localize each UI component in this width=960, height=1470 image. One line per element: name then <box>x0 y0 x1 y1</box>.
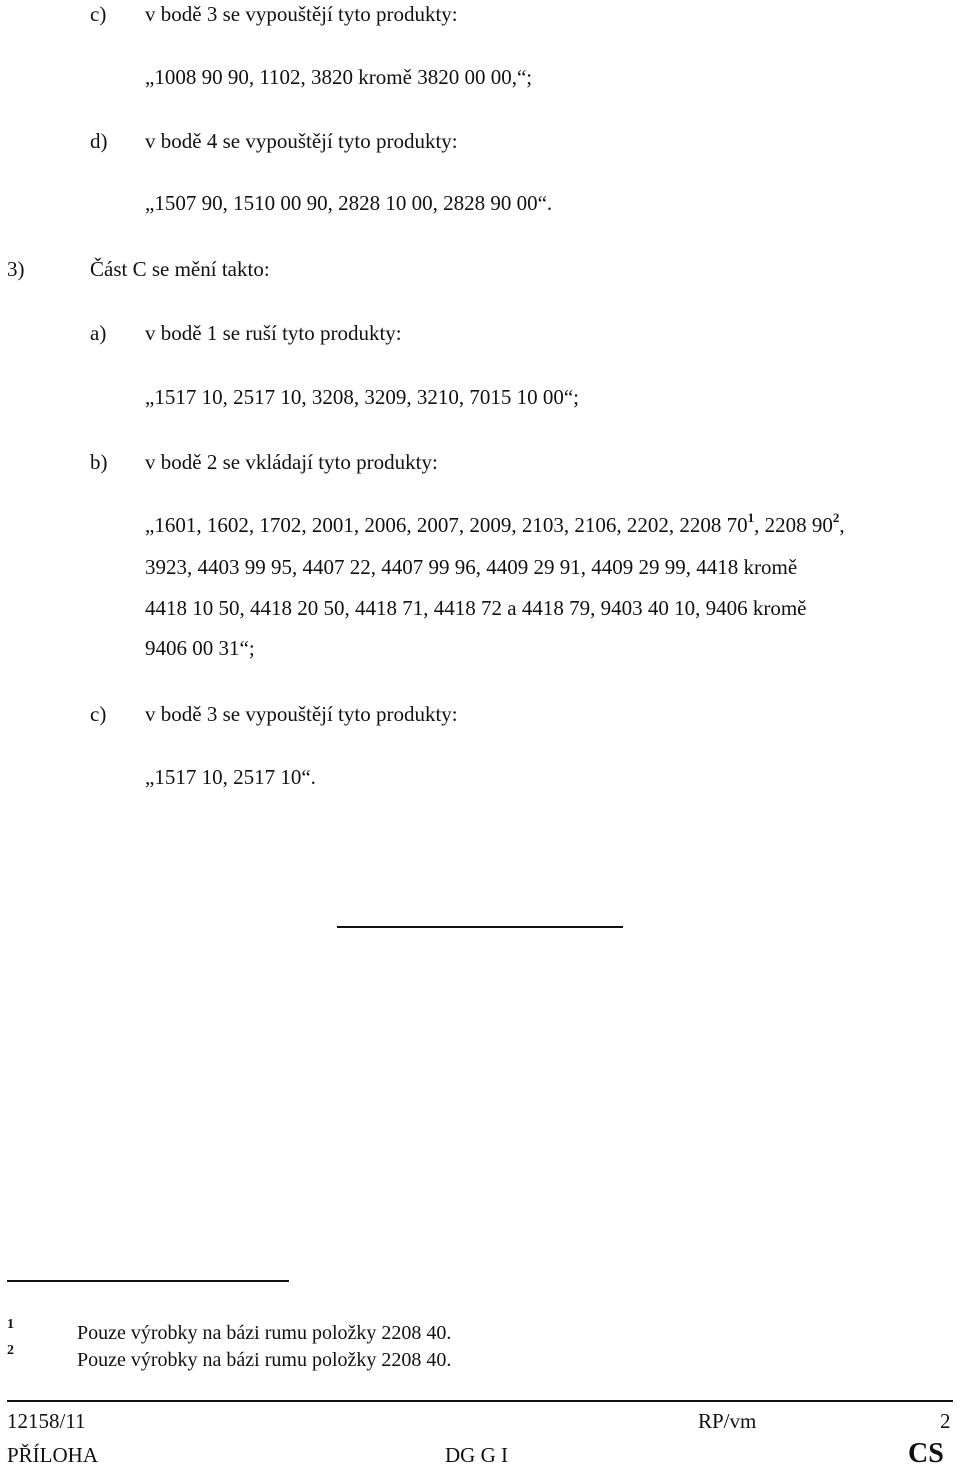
section-3c-marker: c) <box>90 702 107 726</box>
section-3c-quote: „1517 10, 2517 10“. <box>145 765 316 789</box>
section-3b-products-line-1 <box>145 510 845 537</box>
footnote-ref-2[interactable]: 2 <box>832 510 840 525</box>
section-3-marker: 3) <box>7 257 25 281</box>
section-3b-products-line-4: 9406 00 31“; <box>145 636 255 660</box>
footer-rule <box>7 1400 953 1402</box>
end-separator-line <box>337 926 623 928</box>
section-3a-quote: „1517 10, 2517 10, 3208, 3209, 3210, 7015 10 00“; <box>145 385 579 409</box>
products-line-1-part-b: , 2208 90 <box>754 513 833 537</box>
footnote-2-text: Pouze výrobky na bázi rumu položky 2208 40. <box>77 1349 452 1371</box>
section-3b-marker: b) <box>90 450 108 474</box>
footnote-1-number: 1 <box>7 1317 14 1332</box>
doc-number: 12158/11 <box>7 1409 86 1433</box>
item-c-marker: c) <box>90 2 107 26</box>
author-initials: RP/vm <box>698 1409 757 1433</box>
page-number: 2 <box>940 1409 951 1433</box>
products-line-1-part-a: „1601, 1602, 1702, 2001, 2006, 2007, 2009, 2103, 2106, 2202, 2208 70 <box>145 513 748 537</box>
item-d-quote: „1507 90, 1510 00 90, 2828 10 00, 2828 90 00“. <box>145 191 553 215</box>
products-line-1-part-c: , <box>839 513 845 537</box>
item-c-quote: „1008 90 90, 1102, 3820 kromě 3820 00 00,“; <box>145 65 533 89</box>
item-d-text: v bodě 4 se vypouštějí tyto produkty: <box>145 129 458 153</box>
section-3b-products-line-2: 3923, 4403 99 95, 4407 22, 4407 99 96, 4409 29 91, 4409 29 99, 4418 kromě <box>145 555 798 579</box>
footnote-2-number: 2 <box>7 1343 14 1358</box>
footnote-separator-line <box>7 1280 289 1282</box>
language-code: CS <box>908 1438 944 1469</box>
section-3b-products-line-3: 4418 10 50, 4418 20 50, 4418 71, 4418 72 a 4418 79, 9403 40 10, 9406 kromě <box>145 596 807 620</box>
section-3a-marker: a) <box>90 321 107 345</box>
section-3b-text: v bodě 2 se vkládají tyto produkty: <box>145 450 438 474</box>
footnote-ref-1[interactable]: 1 <box>747 510 755 525</box>
dg-label: DG G I <box>445 1443 508 1467</box>
item-c-text: v bodě 3 se vypouštějí tyto produkty: <box>145 2 458 26</box>
section-3-heading: Část C se mění takto: <box>90 257 270 281</box>
footnote-1-text: Pouze výrobky na bázi rumu položky 2208 40. <box>77 1322 452 1344</box>
annex-label: PŘÍLOHA <box>7 1443 99 1467</box>
item-d-marker: d) <box>90 129 108 153</box>
section-3a-text: v bodě 1 se ruší tyto produkty: <box>145 321 402 345</box>
section-3c-text: v bodě 3 se vypouštějí tyto produkty: <box>145 702 458 726</box>
